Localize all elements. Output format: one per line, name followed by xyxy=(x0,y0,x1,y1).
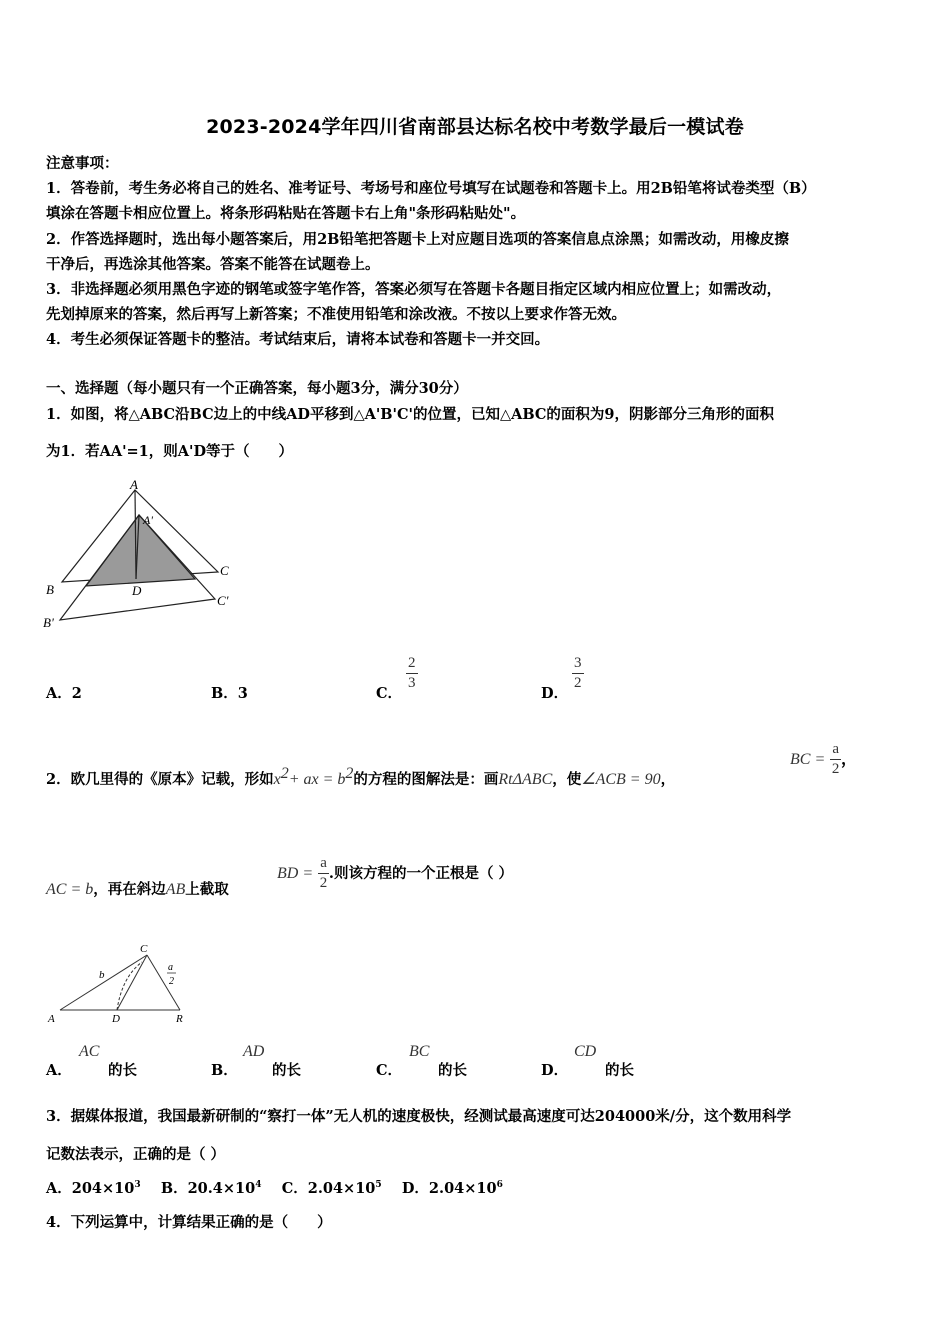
fraction-numerator: a xyxy=(830,742,841,760)
page-title: 2023-2024学年四川省南部县达标名校中考数学最后一模试卷 xyxy=(206,116,744,138)
q2-option-b-symbol: AD xyxy=(243,1043,265,1060)
q2-option-d-suffix: 的长 xyxy=(605,1062,634,1079)
notice-line: 1．答卷前，考生务必将自己的姓名、准考证号、考场号和座位号填写在试题卷和答题卡上。用2B铅笔将试卷类型（B） xyxy=(46,180,816,197)
label-b: R xyxy=(176,1013,183,1025)
notice-line: 2．作答选择题时，选出每小题答案后，用2B铅笔把答题卡上对应题目选项的答案信息点涂黑；如需改动，用橡皮擦 xyxy=(46,231,789,248)
q1-option-d[interactable] xyxy=(541,682,568,703)
q1-text-line1: 1．如图，将△ABC沿BC边上的中线AD平移到△A'B'C'的位置，已知△ABC的面积为9，阴影部分三角形的面积 xyxy=(46,406,775,423)
notice-line: 3．非选择题必须用黑色字迹的钢笔或签字笔作答，答案必须写在答题卡各题目指定区域内相应位置上；如需改动， xyxy=(46,281,782,298)
label-d: D xyxy=(132,583,142,598)
q2-text: ， xyxy=(660,770,676,788)
q2-option-d[interactable] xyxy=(541,1059,568,1080)
q3-option-b[interactable] xyxy=(161,1180,262,1197)
q2-text-line2 xyxy=(46,878,229,899)
q1-option-a[interactable] xyxy=(46,682,82,703)
q2-option-c-symbol: BC xyxy=(409,1043,430,1060)
q3-text-line1: 3．据媒体报道，我国最新研制的“察打一体”无人机的速度极快，经测试最高速度可达204000米/分，这个数用科学 xyxy=(46,1108,792,1125)
q2-option-a-suffix: 的长 xyxy=(108,1062,137,1079)
q2-bc-lhs: BC = xyxy=(790,751,826,768)
label-a: A xyxy=(48,1013,55,1025)
option-exponent: 4 xyxy=(255,1180,262,1191)
q2-text: .则该方程的一个正根是（ ） xyxy=(328,865,513,882)
q2-eq-sup-b: 2 xyxy=(345,765,354,782)
option-text: C．2.04×10 xyxy=(281,1180,376,1197)
q1-option-b[interactable] xyxy=(211,682,248,703)
option-exponent: 6 xyxy=(496,1180,503,1191)
q2-bd-lhs: BD = xyxy=(277,865,314,882)
label-d: D xyxy=(112,1013,120,1025)
fraction-numerator: a xyxy=(318,856,329,874)
q2-angle: ∠ACB = 90 xyxy=(581,770,661,788)
q2-text: 的方程的图解法是：画 xyxy=(353,770,499,788)
q2-option-b[interactable] xyxy=(211,1059,238,1080)
label-c-prime: C' xyxy=(217,593,229,608)
option-text: B．20.4×10 xyxy=(160,1180,256,1197)
option-value: 3 xyxy=(237,685,248,702)
q1-text-line2: 为1．若AA'=1，则A'D等于（ ） xyxy=(46,443,294,460)
q2-text: ，再在斜边 xyxy=(93,881,166,898)
q3-option-a[interactable] xyxy=(46,1180,141,1197)
q1-triangle-figure xyxy=(40,475,250,640)
q2-bd-fraction xyxy=(318,856,329,891)
q2-rt-abc: RtΔABC xyxy=(498,770,553,788)
shaded-triangle xyxy=(86,515,195,586)
option-letter: B． xyxy=(211,1062,238,1079)
fraction-numerator: 2 xyxy=(406,656,418,674)
label-side-a: a xyxy=(168,962,173,973)
option-letter: D． xyxy=(541,1062,569,1079)
option-exponent: 5 xyxy=(375,1180,382,1191)
fraction-denominator: 2 xyxy=(319,875,328,891)
label-c: C xyxy=(140,943,148,955)
q2-ac-b: AC = b xyxy=(46,881,94,898)
q2-option-a[interactable] xyxy=(46,1059,72,1080)
option-letter: B． xyxy=(211,685,238,702)
fraction-denominator: 2 xyxy=(574,675,582,691)
option-letter: C． xyxy=(376,1062,403,1079)
side-ac xyxy=(60,955,147,1010)
label-c: C xyxy=(220,563,229,578)
notice-heading: 注意事项： xyxy=(46,155,119,172)
side-cb xyxy=(147,955,180,1010)
label-b: B xyxy=(46,582,54,597)
option-letter: A． xyxy=(46,685,72,702)
option-letter: A． xyxy=(46,1062,72,1079)
q2-option-a-symbol: AC xyxy=(79,1043,100,1060)
fraction-numerator: 3 xyxy=(572,656,584,674)
q2-eq-x: x xyxy=(273,770,281,788)
q2-eq-sup: 2 xyxy=(280,765,289,782)
q2-eq-rest: + ax = b xyxy=(288,770,346,788)
option-text: A．204×10 xyxy=(46,1180,135,1197)
q2-text: 2．欧几里得的《原本》记载，形如 xyxy=(46,770,274,788)
notice-line: 填涂在答题卡相应位置上。将条形码粘贴在答题卡右上角"条形码粘贴处"。 xyxy=(46,205,526,222)
label-side-two: 2 xyxy=(169,976,174,987)
q2-text: ，使 xyxy=(552,770,582,788)
q2-triangle-figure xyxy=(42,942,202,1032)
q2-text-line1 xyxy=(46,765,675,789)
notice-line: 4．考生必须保证答题卡的整洁。考试结束后，请将本试卷和答题卡一并交回。 xyxy=(46,331,550,348)
option-value: 2 xyxy=(71,685,82,702)
q2-text: ， xyxy=(841,749,858,768)
q2-bc-expression xyxy=(790,742,857,777)
option-letter: C． xyxy=(376,685,403,702)
segment-cd xyxy=(117,955,147,1010)
q2-option-b-suffix: 的长 xyxy=(272,1062,301,1079)
label-a: A xyxy=(130,477,138,492)
q3-text-line2: 记数法表示，正确的是（ ） xyxy=(46,1146,226,1163)
q2-bd-expression xyxy=(277,856,513,891)
q3-option-c[interactable] xyxy=(282,1180,382,1197)
q2-bc-fraction xyxy=(830,742,841,777)
q1-option-c[interactable] xyxy=(376,682,402,703)
section-heading: 一、选择题（每小题只有一个正确答案，每小题3分，满分30分） xyxy=(46,380,468,397)
fraction-denominator: 3 xyxy=(408,675,416,691)
q2-text: 上截取 xyxy=(185,881,229,898)
q2-option-c[interactable] xyxy=(376,1059,402,1080)
q4-text-line1: 4．下列运算中，计算结果正确的是（ ） xyxy=(46,1214,332,1231)
label-side-b: b xyxy=(99,969,105,981)
notice-line: 先划掉原来的答案，然后再写上新答案；不准使用铅笔和涂改液。不按以上要求作答无效。 xyxy=(46,306,626,323)
option-letter: D． xyxy=(541,685,569,702)
label-a-prime: A' xyxy=(143,513,153,527)
q3-option-d[interactable] xyxy=(402,1180,503,1197)
option-exponent: 3 xyxy=(134,1180,141,1191)
label-b-prime: B' xyxy=(43,615,54,630)
q2-option-d-symbol: CD xyxy=(574,1043,597,1060)
q2-option-c-suffix: 的长 xyxy=(438,1062,467,1079)
q3-options xyxy=(46,1177,503,1198)
notice-line: 干净后，再选涂其他答案。答案不能答在试题卷上。 xyxy=(46,256,380,273)
q1-option-c-fraction xyxy=(406,656,418,691)
q1-option-d-fraction xyxy=(572,656,584,691)
option-text: D．2.04×10 xyxy=(401,1180,497,1197)
q2-ab: AB xyxy=(165,881,186,898)
fraction-denominator: 2 xyxy=(831,761,840,777)
